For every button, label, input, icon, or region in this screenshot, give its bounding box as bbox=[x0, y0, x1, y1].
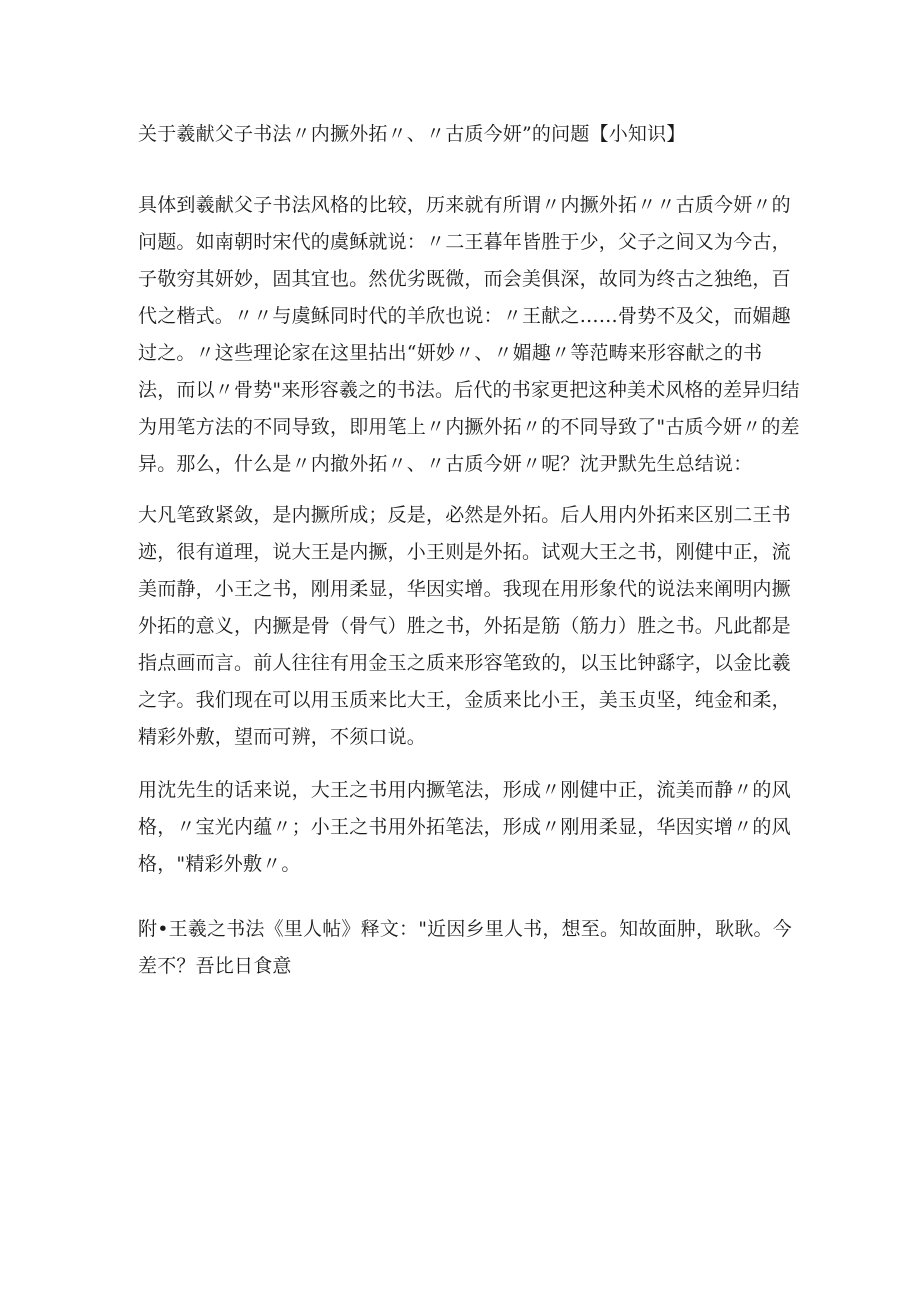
paragraph-line: 具体到羲献父子书法风格的比较，历来就有所谓〃内撅外拓〃〃古质今妍〃的 bbox=[138, 194, 791, 216]
paragraph-line: 法，而以〃骨势"来形容羲之的书法。后代的书家更把这种美术风格的差异归结 bbox=[138, 379, 800, 401]
paragraph-4 bbox=[138, 911, 792, 985]
paragraph-line: 外拓的意义，内撅是骨（骨气）胜之书，外拓是筋（筋力）胜之书。凡此都是 bbox=[138, 615, 791, 637]
paragraph-line: 差不？吾比日食意 bbox=[138, 955, 292, 977]
paragraph-line: 用沈先生的话来说，大王之书用内撅笔法，形成〃刚健中正，流美而静〃的风 bbox=[138, 779, 791, 801]
paragraph-line: 子敬穷其妍妙，固其宜也。然优劣既微，而会美俱深，故同为终古之独绝，百 bbox=[138, 268, 791, 290]
paragraph-3 bbox=[138, 772, 791, 883]
paragraph-line: 格，〃宝光内蕴〃；小王之书用外拓笔法，形成〃刚用柔显，华因实增〃的风 bbox=[138, 816, 791, 838]
paragraph-line: 之字。我们现在可以用玉质来比大王，金质来比小王，美玉贞坚，纯金和柔， bbox=[138, 689, 791, 711]
title-line: 关于羲献父子书法〃内撅外拓〃、〃古质今妍”的问题【小知识】 bbox=[138, 123, 686, 145]
paragraph-line: 指点画而言。前人往往有用金玉之质来形容笔致的，以玉比钟繇字，以金比羲 bbox=[138, 652, 791, 674]
paragraph-line: 迹，很有道理，说大王是内撅，小王则是外拓。试观大王之书，刚健中正，流 bbox=[138, 541, 791, 563]
paragraph-line: 代之楷式。〃〃与虞稣同时代的羊欣也说：〃王献之……骨势不及父，而媚趣 bbox=[138, 305, 791, 327]
paragraph-line: 过之。〃这些理论家在这里拈出“妍妙〃、〃媚趣〃等范畴来形容献之的书 bbox=[138, 342, 763, 364]
document-title bbox=[138, 116, 788, 153]
paragraph-line: 格，"精彩外敷〃。 bbox=[138, 853, 301, 875]
paragraph-line: 异。那么，什么是〃内撤外拓〃、〃古质今妍〃呢？沈尹默先生总结说： bbox=[138, 453, 753, 475]
paragraph-line: 为用笔方法的不同导致，即用笔上〃内撅外拓〃的不同导致了"古质今妍〃的差 bbox=[138, 416, 800, 438]
paragraph-2 bbox=[138, 497, 791, 756]
paragraph-1 bbox=[138, 187, 800, 483]
paragraph-line: 问题。如南朝时宋代的虞稣就说：〃二王暮年皆胜于少，父子之间又为今古， bbox=[138, 231, 791, 253]
paragraph-line: 附•王羲之书法《里人帖》释文："近因乡里人书，想至。知故面肿，耿耿。今 bbox=[138, 918, 792, 940]
paragraph-line: 大凡笔致紧敛，是内撅所成；反是，必然是外拓。后人用内外拓来区别二王书 bbox=[138, 504, 791, 526]
paragraph-line: 美而静，小王之书，刚用柔显，华因实增。我现在用形象代的说法来阐明内撅 bbox=[138, 578, 791, 600]
paragraph-line: 精彩外敷，望而可辨，不须口说。 bbox=[138, 726, 427, 748]
